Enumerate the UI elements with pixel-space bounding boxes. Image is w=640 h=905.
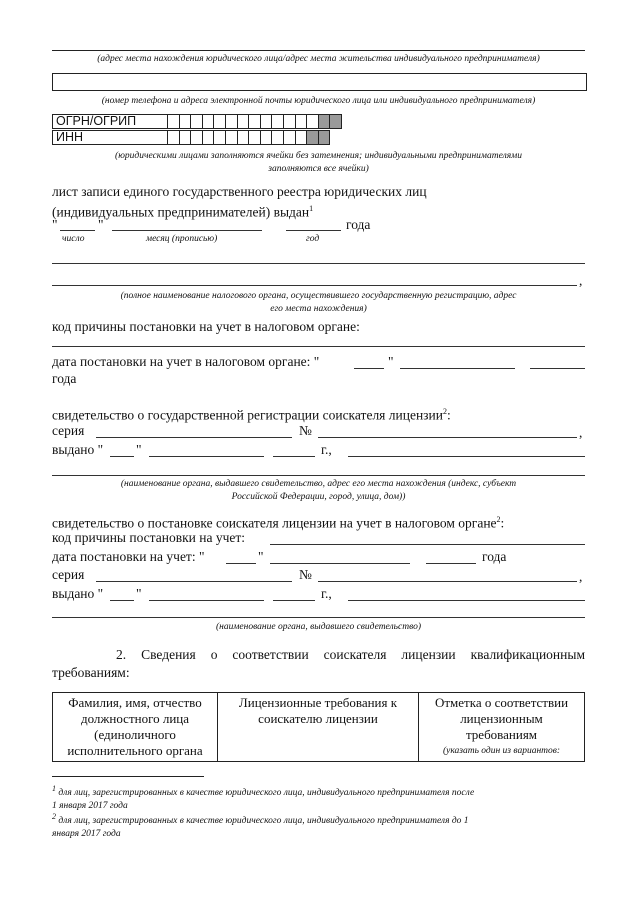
seriya-line[interactable]	[96, 437, 292, 438]
cells-note-1: (юридическими лицами заполняются ячейки без затемнения; индивидуальными предпринимателями	[115, 151, 522, 161]
day-line[interactable]	[60, 230, 95, 231]
nomer2-comma: ,	[579, 569, 583, 584]
section2-heading: 2. Сведения о соответствии соискателя лицензии квалификационным	[116, 647, 585, 662]
day-caption: число	[62, 234, 85, 244]
table-header-person-line: (единоличного	[94, 727, 176, 742]
quote-close: "	[98, 217, 104, 232]
table-header-compliance-line: требованиям	[465, 727, 538, 742]
date2-quote: "	[258, 549, 264, 564]
seriya2-line[interactable]	[96, 581, 292, 582]
year-line[interactable]	[286, 230, 341, 231]
record-line-1: лист записи единого государственного реестра юридических лиц	[52, 184, 427, 199]
inn-cell[interactable]	[249, 130, 261, 145]
record-line-2	[52, 200, 313, 221]
inn-cell[interactable]	[272, 130, 284, 145]
date-tax-day-line[interactable]	[354, 368, 384, 369]
address-note: (адрес места нахождения юридического лица/адрес места жительства индивидуального предпринимателя)	[97, 54, 540, 64]
vydano-label: выдано "	[52, 442, 104, 457]
nomer2-line[interactable]	[318, 581, 577, 582]
inn-cell[interactable]	[238, 130, 250, 145]
table-header-person	[53, 693, 218, 762]
vydano-org-line[interactable]	[348, 456, 585, 457]
record-line-2-text: (индивидуальных предпринимателей) выдан	[52, 204, 310, 220]
kpp2-line[interactable]	[270, 544, 585, 545]
inn-cell[interactable]	[214, 130, 226, 145]
table-header-compliance	[419, 693, 585, 762]
footnote-1-text: для лиц, зарегистрированных в качестве юридического лица, индивидуального предпринимателя после	[58, 788, 475, 799]
ogrn-cell[interactable]	[284, 114, 296, 129]
inn-cell[interactable]	[203, 130, 215, 145]
inn-row	[52, 130, 330, 145]
cert-reg-colon: :	[446, 407, 451, 423]
tax-note-2: его места нахождения)	[270, 304, 367, 314]
date2-day-line[interactable]	[226, 563, 256, 564]
ogrn-cell[interactable]	[191, 114, 203, 129]
month-line[interactable]	[112, 230, 262, 231]
footnote-2-text: для лиц, зарегистрированных в качестве юридического лица, индивидуального предпринимателя до 1	[58, 816, 469, 827]
date2-goda: года	[482, 549, 507, 564]
ogrn-cell[interactable]	[226, 114, 238, 129]
section2-heading-2: требованиям:	[52, 665, 130, 680]
inn-cell[interactable]	[180, 130, 192, 145]
footnote-1-number: 1	[52, 784, 56, 793]
inn-cell[interactable]	[261, 130, 273, 145]
vydano-month-line[interactable]	[149, 456, 264, 457]
vydano2-quote: "	[136, 586, 142, 601]
tax-comma: ,	[579, 273, 583, 288]
inn-cell-shaded[interactable]	[307, 130, 319, 145]
quote-open: "	[52, 217, 58, 232]
vydano2-day-line[interactable]	[110, 600, 134, 601]
table-header-person-line: исполнительного органа	[67, 743, 203, 758]
address-line	[52, 50, 585, 51]
footnote-1	[52, 782, 585, 813]
ogrn-cell[interactable]	[307, 114, 319, 129]
year-caption: год	[306, 234, 320, 244]
requirements-table	[52, 692, 585, 762]
ogrn-cell[interactable]	[180, 114, 192, 129]
date-tax-label: дата постановки на учет в налоговом органе: "	[52, 354, 320, 369]
table-header-person-line: должностного лица	[80, 711, 190, 726]
ogrn-cell[interactable]	[296, 114, 308, 129]
seriya2-label: серия	[52, 567, 85, 582]
ogrn-cell[interactable]	[249, 114, 261, 129]
org-line[interactable]	[52, 475, 585, 476]
date2-year-line[interactable]	[426, 563, 476, 564]
date-tax-year-line[interactable]	[530, 368, 585, 369]
org2-note: (наименование органа, выдавшего свидетельство)	[215, 622, 421, 632]
seriya-label: серия	[52, 423, 85, 438]
org-note-1: (наименование органа, выдавшего свидетельство, адрес его места нахождения (индекс, субъект	[120, 479, 517, 489]
inn-cell-shaded[interactable]	[319, 130, 331, 145]
org2-line[interactable]	[52, 617, 585, 618]
cert-reg-label	[52, 403, 451, 424]
ogrn-cell[interactable]	[261, 114, 273, 129]
date2-label: дата постановки на учет: "	[52, 549, 205, 564]
inn-cell[interactable]	[226, 130, 238, 145]
footnote-1-text-2: 1 января 2017 года	[52, 801, 128, 812]
nomer-line[interactable]	[318, 437, 577, 438]
inn-cell[interactable]	[168, 130, 180, 145]
inn-cell[interactable]	[296, 130, 308, 145]
ogrn-cell[interactable]	[238, 114, 250, 129]
vydano2-org-line[interactable]	[348, 600, 585, 601]
vydano2-year-line[interactable]	[273, 600, 315, 601]
ogrn-cell-shaded[interactable]	[319, 114, 331, 129]
date-tax-quote: "	[388, 354, 394, 369]
footnote-2-text-2: января 2017 года	[52, 829, 121, 840]
cert-tax-colon: :	[500, 515, 505, 531]
footnote-2	[52, 810, 585, 841]
ogrn-row	[52, 114, 342, 129]
date2-month-line[interactable]	[270, 563, 410, 564]
inn-label: ИНН	[52, 130, 168, 145]
footnote-2-number: 2	[52, 812, 56, 821]
kpp2-label: код причины постановки на учет:	[52, 530, 246, 545]
ogrn-label: ОГРН/ОГРИП	[52, 114, 168, 129]
phone-note: (номер телефона и адреса электронной почты юридического лица или индивидуального предпринимателя)	[101, 96, 536, 106]
nomer-comma: ,	[579, 425, 583, 440]
vydano2-g: г.,	[321, 586, 332, 601]
cells-note-2: заполняются все ячейки)	[268, 164, 369, 174]
ogrn-cell[interactable]	[168, 114, 180, 129]
ogrn-cell[interactable]	[203, 114, 215, 129]
vydano2-label: выдано "	[52, 586, 104, 601]
table-header-compliance-line: лицензионным	[460, 711, 543, 726]
vydano2-month-line[interactable]	[149, 600, 264, 601]
ogrn-cell-shaded[interactable]	[330, 114, 342, 129]
kpp-label: код причины постановки на учет в налоговом органе:	[52, 319, 360, 334]
ogrn-cell[interactable]	[272, 114, 284, 129]
tax-authority-line-1[interactable]	[52, 263, 585, 264]
table-header-person-line: Фамилия, имя, отчество	[68, 695, 202, 710]
nomer2-label: №	[299, 567, 312, 582]
date-tax-month-line[interactable]	[400, 368, 515, 369]
vydano-year-line[interactable]	[273, 456, 315, 457]
inn-cell[interactable]	[284, 130, 296, 145]
table-header-compliance-line: Отметка о соответствии	[434, 695, 569, 710]
nomer-label: №	[299, 423, 312, 438]
table-header-requirements-line: соискателю лицензии	[258, 711, 378, 726]
inn-cell[interactable]	[191, 130, 203, 145]
goda-label: года	[346, 217, 371, 232]
footnote-ref-2: 2	[496, 515, 501, 524]
ogrn-cell[interactable]	[214, 114, 226, 129]
month-caption: месяц (прописью)	[146, 234, 218, 244]
tax-note-1: (полное наименование налогового органа, осуществившего государственную регистрацию, адрес	[120, 291, 517, 301]
vydano-g: г.,	[321, 442, 332, 457]
date-tax-goda: года	[52, 371, 77, 386]
footnote-ref-1: 1	[309, 204, 314, 213]
table-header-requirements-line: Лицензионные требования к	[238, 695, 398, 710]
cert-reg-text: свидетельство о государственной регистрации соискателя лицензии	[52, 407, 443, 423]
phone-email-field[interactable]	[52, 73, 587, 91]
cert-tax-text: свидетельство о постановке соискателя лицензии на учет в налоговом органе	[52, 515, 497, 531]
table-header-requirements	[218, 693, 419, 762]
org-note-2: Российской Федерации, город, улица, дом))	[231, 492, 406, 502]
vydano-quote: "	[136, 442, 142, 457]
table-header-compliance-note: (указать один из вариантов:	[442, 746, 561, 756]
vydano-day-line[interactable]	[110, 456, 134, 457]
kpp-line[interactable]	[52, 346, 585, 347]
footnote-separator	[52, 776, 204, 777]
tax-authority-line-2[interactable]	[52, 285, 577, 286]
footnote-ref-2: 2	[442, 407, 447, 416]
